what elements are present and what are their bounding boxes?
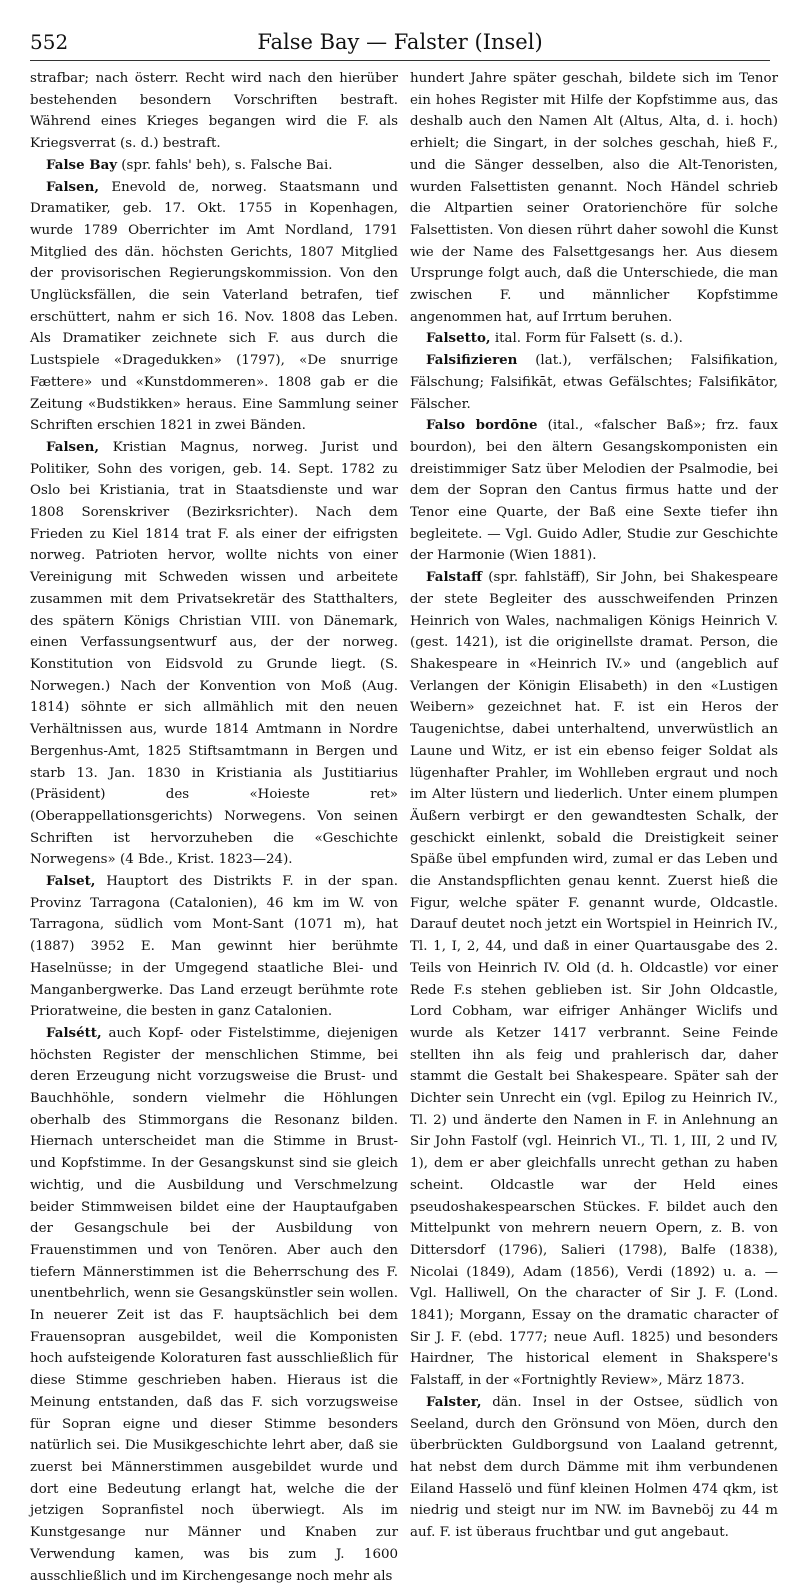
entry-text: Hauptort des Distrikts F. in der span. Provinz Tarragona (Catalonien), 46 km im W. von Tarragona, südlich vom Mont-Sant (1071 m), hat (1887) 3952 E. Man gewinnt hier berühmte Haselnüsse; in der Umgegend staatliche Blei- und Manganbergwerke. Das Land erzeugt berühmte rote Prioratweine, die besten in ganz Catalonien. — [30, 874, 398, 1020]
entry-headword: Falster, — [426, 1393, 482, 1410]
text-columns — [30, 68, 778, 1584]
entry — [30, 177, 398, 437]
entry-headword: False Bay — [46, 156, 118, 173]
entry-text: (lat.), verfälschen; Falsifikation, Fälschung; Falsifikāt, etwas Gefälschtes; Falsifikātor, Fälscher. — [410, 353, 778, 412]
right-column — [410, 68, 778, 1541]
entry-headword: Falsifizieren — [426, 352, 518, 369]
entry-headword: Falstaff — [426, 569, 482, 586]
entry-text: auch Kopf- oder Fistelstimme, diejenigen höchsten Register der menschlichen Stimme, bei deren Erzeugung nicht vorzugsweise die Brust- und Bauchhöhle, sondern vielmehr die Höhlungen oberhalb des Stimmorgans die Resonanz bilden. Hiernach unterscheidet man die Stimme in Brust- und Kopfstimme. In der Gesangskunst sind sie gleich wichtig, und die Ausbildung und Verschmelzung beider Stimmweisen bildet eine der Hauptaufgaben der Gesangschule bei der Ausbildung von Frauenstimmen und von Tenören. Aber auch den tiefern Männerstimmen ist die Beherrschung des F. unentbehrlich, wenn sie Gesangskünstler sein wollen. In neuerer Zeit ist das F. hauptsächlich bei dem Frauensopran ausgebildet, weil die Komponisten hoch aufsteigende Koloraturen fast ausschließlich für diese Stimme geschrieben haben. Hieraus ist die Meinung entstanden, daß das F. sich vorzugsweise für Sopran eigne und dieser Stimme besonders natürlich sei. Die Musikgeschichte lehrt aber, daß sie zuerst bei Männerstimmen ausgebildet wurde und dort eine Bedeutung erlangt hat, welche die der jetzigen Sopranfistel noch überwiegt. Als im Kunstgesange nur Männer und Knaben zur Verwendung kamen, was bis zum J. 1600 ausschließlich und im Kirchengesange noch mehr als — [30, 1025, 398, 1584]
page-header — [30, 30, 770, 61]
entry — [410, 68, 778, 328]
entry-headword: Falsetto, — [426, 330, 491, 347]
entry-headword: Falsen, — [46, 178, 99, 195]
entry — [410, 567, 778, 1392]
entry — [410, 328, 778, 350]
entry-text: ital. Form für Falsett (s. d.). — [490, 331, 683, 347]
entry — [30, 871, 398, 1023]
entry-text: strafbar; nach österr. Recht wird nach den hierüber bestehenden besondern Vorschriften bestraft. Während eines Krieges begangen wird die F. als Kriegsverrat (s. d.) bestraft. — [30, 71, 398, 152]
entry-text: (spr. fahls' beh), s. Falsche Bai. — [117, 157, 333, 173]
entry — [30, 155, 398, 177]
entry — [410, 350, 778, 415]
entry-headword: Falsétt, — [46, 1024, 102, 1041]
entry — [410, 415, 778, 567]
entry-text: hundert Jahre später geschah, bildete sich im Tenor ein hohes Register mit Hilfe der Kopfstimme aus, das deshalb auch den Namen Alt (Altus, Alta, d. i. hoch) erhielt; die Singart, in der solches geschah, hieß F., und die Sänger desselben, also die Alt-Tenoristen, wurden Falsettisten genannt. Noch Händel schrieb die Altpartien seiner Oratorienchöre für solche Falsettisten. Von diesen rührt daher sowohl die Kunst wie der Name des Falsettgesangs her. Aus diesem Ursprunge folgt auch, daß die Unterschiede, die man zwischen F. und männlicher Kopfstimme angenommen hat, auf Irrtum beruhen. — [410, 71, 778, 325]
entry-text: Kristian Magnus, norweg. Jurist und Politiker, Sohn des vorigen, geb. 14. Sept. 1782 zu Oslo bei Kristiania, trat in Staatsdienste und war 1808 Sorenskriver (Bezirksrichter). Nach dem Frieden zu Kiel 1814 trat F. als einer der eifrigsten norweg. Patrioten hervor, wollte nichts von einer Vereinigung mit Schweden wissen und arbeitete zusammen mit dem Privatsekretär des Statthalters, des spätern Königs Christian VIII. von Dänemark, einen Verfassungsentwurf aus, der der norweg. Konstitution von Eidsvold zu Grunde liegt. (S. Norwegen.) Nach der Konvention von Moß (Aug. 1814) söhnte er sich allmählich mit den neuen Verhältnissen aus, wurde 1814 Amtmann in Nordre Bergenhus-Amt, 1825 Stiftsamtmann in Bergen und starb 13. Jan. 1830 in Kristiania als Justitiarius (Präsident) des «Hoieste ret» (Oberappellationsgerichts) Norwegens. Von seinen Schriften ist hervorzuheben die «Geschichte Norwegens» (4 Bde., Krist. 1823—24). — [30, 439, 398, 868]
entry-headword: Falso bordōne — [426, 417, 538, 434]
page-number: 552 — [30, 30, 69, 54]
entry-text: Enevold de, norweg. Staatsmann und Dramatiker, geb. 17. Okt. 1755 in Kopenhagen, wurde 1789 Oberrichter im Amt Nordland, 1791 Mitglied des dän. höchsten Gerichts, 1807 Mitglied der provisorischen Regierungskommission. Von den Unglücksfällen, die sein Vaterland betrafen, tief erschüttert, nahm er sich 16. Nov. 1808 das Leben. Als Dramatiker zeichnete sich F. aus durch die Lustspiele «Dragedukken» (1797), «De snurrige Fættere» und «Kunstdommeren». 1808 gab er die Zeitung «Budstikken» heraus. Eine Sammlung seiner Schriften erschien 1821 in zwei Bänden. — [30, 179, 398, 434]
entry-headword: Falset, — [46, 873, 96, 890]
entry-text: (ital., «falscher Baß»; frz. faux bourdon), bei den ältern Gesangskomponisten ein dreistimmiger Satz über Melodien der Psalmodie, bei dem der Sopran den Cantus firmus hatte und der Tenor eine Quarte, der Baß eine Sexte tiefer ihn begleitete. — Vgl. Guido Adler, Studie zur Geschichte der Harmonie (Wien 1881). — [410, 418, 778, 564]
running-title: False Bay — Falster (Insel) — [257, 30, 543, 54]
entry-text: dän. Insel in der Ostsee, südlich von Seeland, durch den Grönsund von Möen, durch den überbrückten Guldborgsund von Laaland getrennt, hat nebst dem durch Dämme mit ihm verbundenen Eiland Hasselö und fünf kleinen Holmen 474 qkm, ist niedrig und steigt nur im NW. im Bavneböj zu 44 m auf. F. ist überaus fruchtbar und gut angebaut. — [410, 1394, 778, 1541]
entry — [410, 1392, 778, 1544]
entry — [30, 437, 398, 871]
entry — [30, 1023, 398, 1587]
entry — [30, 68, 398, 155]
entry-headword: Falsen, — [46, 438, 99, 455]
entry-text: (spr. fahlstäff), Sir John, bei Shakespeare der stete Begleiter des ausschweifenden Prinzen Heinrich von Wales, nachmaligen Königs Heinrich V. (gest. 1421), ist die originellste dramat. Person, die Shakespeare in «Heinrich IV.» und (angeblich auf Verlangen der Königin Elisabeth) in den «Lustigen Weibern» gezeichnet hat. F. ist ein Heros der Taugenichtse, dabei unterhaltend, unverwüstlich an Laune und Witz, er ist ein ebenso feiger Soldat als lügenhafter Prahler, im Wohlleben ergraut und noch im Alter lüstern und liederlich. Unter einem plumpen Äußern verbirgt er den gewandtesten Schalk, der geschickt einlenkt, sobald die Dreistigkeit seiner Späße übel empfunden wird, zumal er das Leben und die Anstandspflichten genau kennt. Zuerst hieß die Figur, welche später F. genannt wurde, Oldcastle. Darauf deutet noch jetzt ein Wortspiel in Heinrich IV., Tl. 1, I, 2, 44, und daß in einer Quartausgabe des 2. Teils von Heinrich IV. Old (d. h. Oldcastle) vor einer Rede F.s stehen geblieben ist. Sir John Oldcastle, Lord Cobham, war eifriger Anhänger Wiclifs und wurde als Ketzer 1417 verbrannt. Seine Feinde stellten ihn als feig und prahlerisch dar, daher stammt die Gestalt bei Shakespeare. Später sah der Dichter sein Unrecht ein (vgl. Epilog zu Heinrich IV., Tl. 2) und änderte den Namen in F. in Anlehnung an Sir John Fastolf (vgl. Heinrich VI., Tl. 1, III, 2 und IV, 1), dem er aber gleichfalls unrecht gethan zu haben scheint. Oldcastle war der Held eines pseudoshakespearschen Stückes. F. bildet auch den Mittelpunkt von mehrern neuern Opern, z. B. von Dittersdorf (1796), Salieri (1798), Balfe (1838), Nicolai (1849), Adam (1856), Verdi (1892) u. a. — Vgl. Halliwell, On the character of Sir J. F. (Lond. 1841); Morgann, Essay on the dramatic character of Sir J. F. (ebd. 1777; neue Aufl. 1825) und besonders Hairdner, The historical element in Shakspere's Falstaff, in der «Fortnightly Review», März 1873. — [410, 570, 778, 1389]
left-column — [30, 68, 398, 1584]
